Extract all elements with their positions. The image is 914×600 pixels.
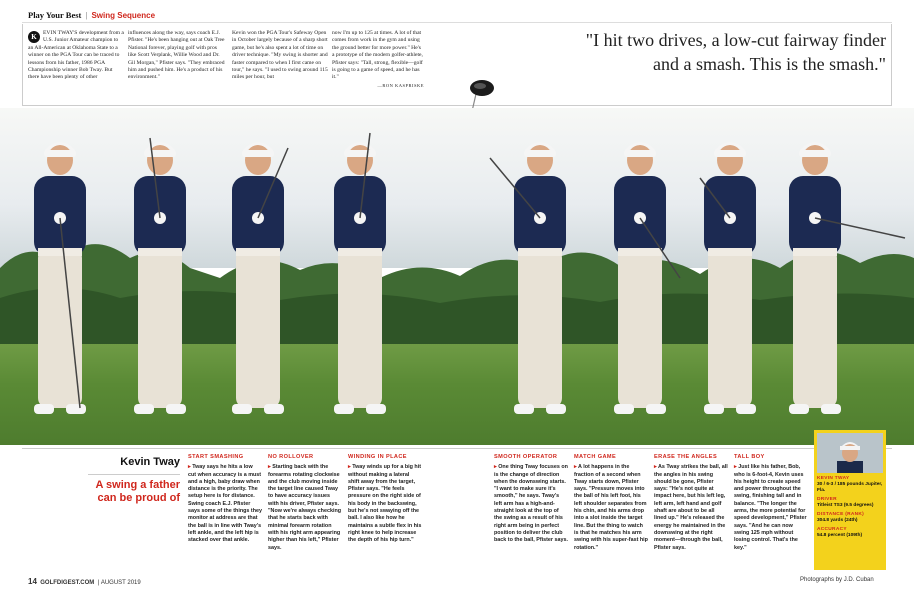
subsection-title: Swing Sequence xyxy=(91,11,156,20)
page-number: 14 xyxy=(28,577,37,586)
intro-column-4: now I'm up to 125 at times. A lot of that comes from work in the gym and using the ground better for more power." He's a prototype of the modern golfer-athlete, Pfister says: "Tall, strong, flexible—golf is going to a game of speed, and he has it." —RON KASPRISKE xyxy=(332,30,424,88)
byline: —RON KASPRISKE xyxy=(377,82,424,88)
tip-no-rollover: NO ROLLOVER ▸ Starting back with the forearms rotating clockwise and the club moving inside the target line caused Tway to have accuracy issues with his driver, Pfister says. "Now we're always checking that he starts back with minimal forearm rotation with his right arm appearing higher than his left," Pfister says. xyxy=(268,454,342,551)
section-title: Play Your Best xyxy=(28,10,82,20)
golfer-figure xyxy=(134,138,186,414)
golfer-figures xyxy=(0,108,914,445)
card-bio: 30 / 6-3 / 185 pounds Jupiter, Fla. xyxy=(817,482,883,493)
tip-tall-boy: TALL BOY ▸ Just like his father, Bob, who is 6-foot-4, Kevin uses his height to create speed and power throughout the swing, finishing tall and in balance. "The longer the arms, the more potential for speed development," Pfister says. "And he can now swing 125 mph without losing control. That's the key." xyxy=(734,454,807,551)
player-name: Kevin Tway xyxy=(120,456,180,468)
swing-sequence-photo xyxy=(0,108,914,445)
golfer-figure xyxy=(789,142,905,414)
issue-date: AUGUST 2019 xyxy=(100,580,141,586)
intro-column-1: K EVIN TWAY'S development from a U.S. Junior Amateur champion to an All-American at Oklahoma State to a winner on the PGA Tour can be traced to lessons from his father, 1986 PGA Championship winner Bob Tway. But there have been plenty of other xyxy=(28,30,124,81)
golfer-figure xyxy=(700,142,756,414)
tip-start-smashing: START SMASHING ▸ Tway says he hits a low cut when accuracy is a must and a high, baby draw when distance is the priority. The setup here is for distance. Swing coach E.J. Pfister says some of the things they monitor at address are that the ball is in line with Tway's left ankle, and the left hip is stacked over that ankle. xyxy=(188,454,262,544)
pull-quote: "I hit two drives, a low-cut fairway finder and a smash. This is the smash." xyxy=(585,30,886,74)
card-driver-label: DRIVER xyxy=(817,497,837,502)
magazine-url: GOLFDIGEST.COM xyxy=(40,580,95,586)
intro-column-2: influences along the way, says coach E.J. Pfister. "He's been hanging out at Oak Tree National forever, playing golf with pros like Scott Verplank, Willie Wood and Dr. Gil Morgan," Pfister says. "They embraced him and pushed him. He's a product of his environment." xyxy=(128,30,225,81)
card-driver: Titleist TS3 (9.5 degrees) xyxy=(817,503,874,508)
card-distance-label: DISTANCE (RANK) xyxy=(817,512,865,517)
golfer-figure xyxy=(232,142,288,414)
dropcap: K xyxy=(28,31,40,43)
golfer-figure xyxy=(490,142,566,414)
player-stat-card xyxy=(814,430,886,570)
golfer-figure xyxy=(614,142,680,414)
golfer-figure xyxy=(334,133,386,414)
tip-winding-in-place: WINDING IN PLACE ▸ Tway winds up for a big hit without making a lateral shift away from the target, Pfister says. "He feels pressure on the right side of his body in the backswing, but he's not swaying off the ball. I also like how he maintains a subtle flex in his right knee to help increase the depth of his hip turn." xyxy=(348,454,422,544)
section-header: Play Your Best | Swing Sequence xyxy=(28,10,156,20)
card-name-label: KEVIN TWAY xyxy=(817,476,850,481)
player-tagline: A swing a father can be proud of xyxy=(95,479,180,504)
tip-match-game: MATCH GAME ▸ A lot happens in the fraction of a second when Tway starts down, Pfister says. "Pressure moves into the ball of his left foot, his left shoulder separates from his chin, and his arms drop into a slot inside the target line. But the thing to watch is that he matches his arm swing with his super-fast hip rotation." xyxy=(574,454,648,551)
top-rule xyxy=(22,22,892,23)
photo-credit: Photographs by J.D. Cuban xyxy=(800,577,874,583)
intro-column-3: Kevin won the PGA Tour's Safeway Open in October largely because of a sharp short game, but he's also spent a lot of time on driver technique. "My swing is shorter and faster compared to when I first came on tour," he says. "I used to swing around 115 miles per hour, but xyxy=(232,30,328,81)
player-name-block xyxy=(88,456,180,505)
tip-erase-the-angles: ERASE THE ANGLES ▸ As Tway strikes the ball, all the angles in his swing should be gone, Pfister says: "He's not quite at impact here, but his left leg, left arm, left hand and golf shaft are about to be all lined up." He's released the energy he maintained in the downswing at the right moment—through the ball, Pfister says. xyxy=(654,454,728,551)
footer-left: 14 GOLFDIGEST.COM | AUGUST 2019 xyxy=(28,577,141,586)
bottom-rule xyxy=(22,448,892,449)
golfer-figure xyxy=(34,142,86,414)
player-headshot xyxy=(817,433,883,473)
card-accuracy-label: ACCURACY xyxy=(817,527,847,532)
card-distance: 304.8 yards (24th) xyxy=(817,518,858,523)
card-accuracy: 54.8 percent (109th) xyxy=(817,533,863,538)
tip-smooth-operator: SMOOTH OPERATOR ▸ One thing Tway focuses on is the change of direction when the downswing starts. "I want to make sure it's smooth," he says. Tway's left arm has a high-and-straight look at the top of the swing as a result of his right arm being in perfect position to deliver the club back to the ball, Pfister says. xyxy=(494,454,569,544)
